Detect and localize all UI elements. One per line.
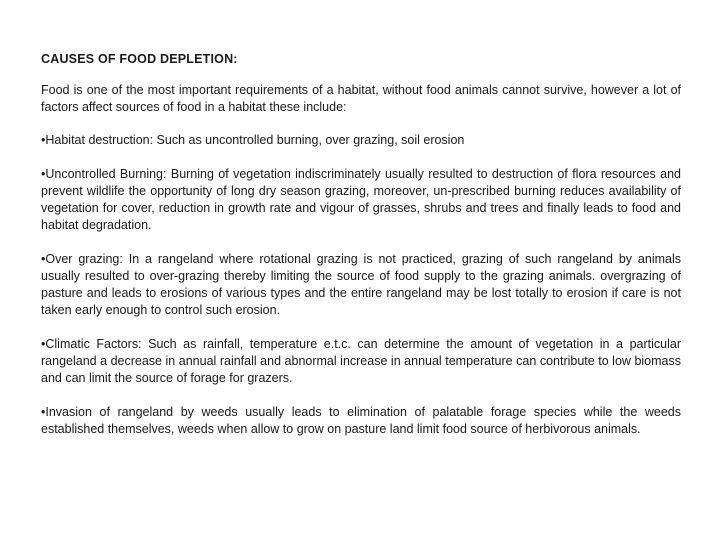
bullet-habitat-destruction: •Habitat destruction: Such as uncontrolled burning, over grazing, soil erosion [41,133,465,147]
bullet-weed-invasion: •Invasion of rangeland by weeds usually leads to elimination of palatable forage species while the weeds established themselves, weeds when allow to grow on pasture land limit food source of herbivorous animals. [41,405,681,436]
bullet-uncontrolled-burning: •Uncontrolled Burning: Burning of vegetation indiscriminately usually resulted to destruction of flora resources and prevent wildlife the opportunity of long dry season grazing, moreover, un-prescribed burning reduces availability of vegetation for cover, reduction in growth rate and vigour of grasses, shrubs and trees and finally leads to food and habitat degradation. [41,167,681,232]
bullet-climatic-factors: •Climatic Factors: Such as rainfall, temperature e.t.c. can determine the amount of vegetation in a particular rangeland a decrease in annual rainfall and abnormal increase in annual temperature can contribute to low biomass and can limit the source of forage for grazers. [41,337,681,385]
intro-paragraph: Food is one of the most important requirements of a habitat, without food animals cannot survive, however a lot of factors affect sources of food in a habitat these include: [41,83,681,114]
document-heading: CAUSES OF FOOD DEPLETION: [41,52,238,66]
bullet-over-grazing: •Over grazing: In a rangeland where rotational grazing is not practiced, grazing of such rangeland by animals usually resulted to over-grazing thereby limiting the source of food supply to the grazing animals. overgrazing of pasture and leads to erosions of various types and the entire rangeland may be lost totally to erosion if care is not taken early enough to control such erosion. [41,252,681,317]
document-page [41,51,681,438]
